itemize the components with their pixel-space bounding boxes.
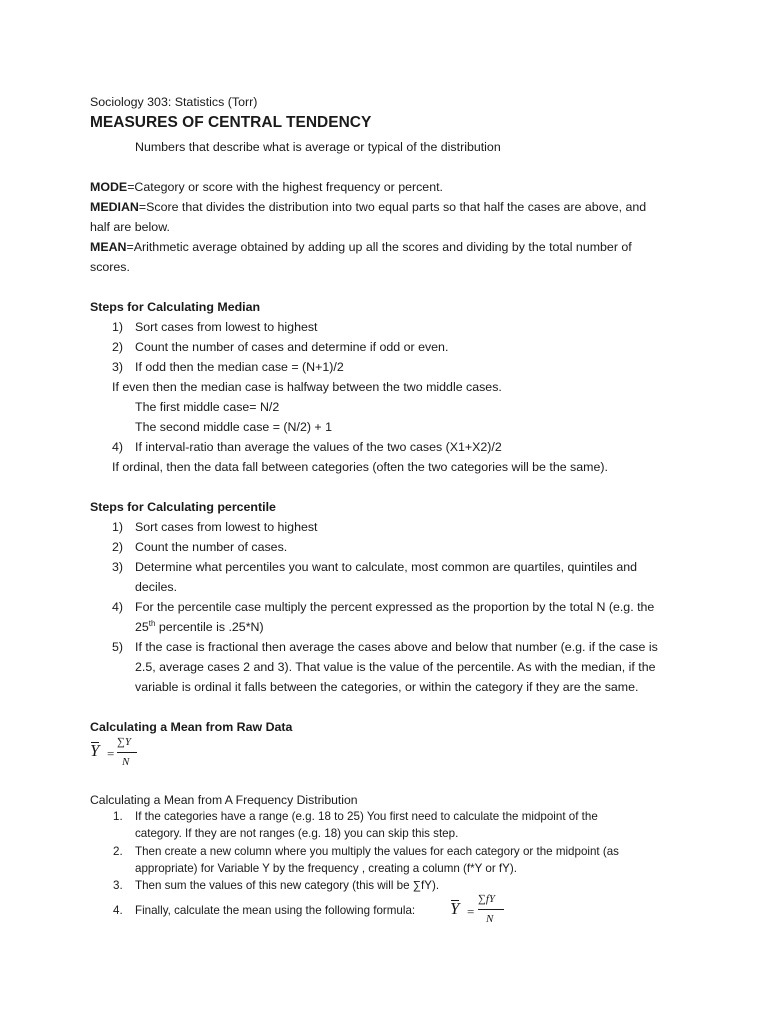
mean-text: =Arithmetic average obtained by adding up all the scores and dividing by the total number of <box>126 240 632 254</box>
course-label: Sociology 303: Statistics (Torr) <box>90 95 258 109</box>
formula-denominator: N <box>122 756 130 768</box>
y-bar-symbol: Y <box>450 899 460 918</box>
mean-raw-formula <box>90 737 150 773</box>
y-bar-symbol: Y <box>90 741 100 760</box>
list-item-cont: deciles. <box>135 580 178 594</box>
list-item-cont: variable is ordinal it falls between the categories, or within the category if they are the same. <box>135 680 639 694</box>
page-subtitle: Numbers that describe what is average or typical of the distribution <box>135 140 501 154</box>
list-item-cont: 25th percentile is .25*N) <box>135 618 264 634</box>
mean-freq-heading: Calculating a Mean from A Frequency Distribution <box>90 793 358 807</box>
page-title: MEASURES OF CENTRAL TENDENCY <box>90 114 372 131</box>
median-first-middle: The first middle case= N/2 <box>135 400 280 414</box>
median-second-middle: The second middle case = (N/2) + 1 <box>135 420 332 434</box>
document-page: Sociology 303: Statistics (Torr) MEASURES OF CENTRAL TENDENCY Numbers that describe what is average or typical of the distribution MODE=Category or score with the highest frequency or percent. MEDIAN=Score that divides the distribution into two equal parts so that half the cases are above, and half are below. MEAN=Arithmetic average obtained by adding up all the scores and dividing by the total number of scores. Steps for Calculating Median 1) Sort cases from lowest to highest 2) Count the number of cases and determine if odd or even. 3) If odd then the median case = (N+1)/2 If even then the median case is halfway between the two middle cases. The first middle case= N/2 The second middle case = (N/2) + 1 4) If interval-ratio than average the values of the two cases (X1+X2)/2 If ordinal, then the data fall between categories (often the two categories will be the same). Steps for Calculating percentile 1) Sort cases from lowest to highest 2) Count the number of cases. 3) Determine what percentiles you want to calculate, most common are quartiles, quintiles and deciles. 4) For the percentile case multiply the percent expressed as the proportion by the total N (e.g. the 25th percentile is .25*N) 5) If the case is fractional then average the cases above and below that number (e.g. if the case is 2.5, average cases 2 and 3). That value is the value of the percentile. As with the median, if the variable is ordinal it falls between the categories, or within the category if they are the same. Calculating a Mean from Raw Data Y = ∑Y N Calculating a Mean from A Frequency Distribution 1. If the categories have a range (e.g. 18 to 25) You first need to calculate the midpoint of the category. If they are not ranges (e.g. 18) you can skip this step. 2. Then create a new column where you multiply the values for each category or the midpoint (as appropriate) for Variable Y by the frequency , creating a column (f*Y or fY). 3. Then sum the values of this new category (this will be ∑fY). 4. Finally, calculate the mean using the following formula: Y = ∑fY N <box>0 0 768 1024</box>
mode-definition <box>90 177 443 197</box>
fraction-bar <box>478 909 504 910</box>
fraction-bar <box>117 752 137 753</box>
list-item-cont: 2.5, average cases 2 and 3). That value is the value of the percentile. As with the median, if the <box>135 660 656 674</box>
list-item-cont: category. If they are not ranges (e.g. 18) you can skip this step. <box>135 827 459 840</box>
median-text: =Score that divides the distribution into two equal parts so that half the cases are above, and <box>138 200 647 214</box>
median-steps-heading: Steps for Calculating Median <box>90 300 261 314</box>
mean-definition <box>90 237 632 257</box>
percentile-steps-heading: Steps for Calculating percentile <box>90 500 276 514</box>
list-item-cont: appropriate) for Variable Y by the frequency , creating a column (f*Y or fY). <box>135 862 517 875</box>
equals-sign: = <box>107 746 115 761</box>
formula-numerator: ∑fY <box>478 893 496 905</box>
mean-raw-heading: Calculating a Mean from Raw Data <box>90 720 293 734</box>
mean-term: MEAN <box>90 240 127 254</box>
mode-text: =Category or score with the highest frequency or percent. <box>127 180 443 194</box>
median-definition <box>90 197 646 217</box>
median-ordinal-line: If ordinal, then the data fall between categories (often the two categories will be the same). <box>112 460 608 474</box>
equals-sign: = <box>467 904 475 919</box>
median-definition-cont: half are below. <box>90 220 170 234</box>
median-term: MEDIAN <box>90 200 139 214</box>
mean-freq-formula <box>450 893 520 929</box>
mode-term: MODE <box>90 180 128 194</box>
mean-definition-cont: scores. <box>90 260 130 274</box>
formula-denominator: N <box>486 913 494 925</box>
formula-numerator: ∑Y <box>117 736 131 748</box>
median-even-line: If even then the median case is halfway between the two middle cases. <box>112 380 502 394</box>
